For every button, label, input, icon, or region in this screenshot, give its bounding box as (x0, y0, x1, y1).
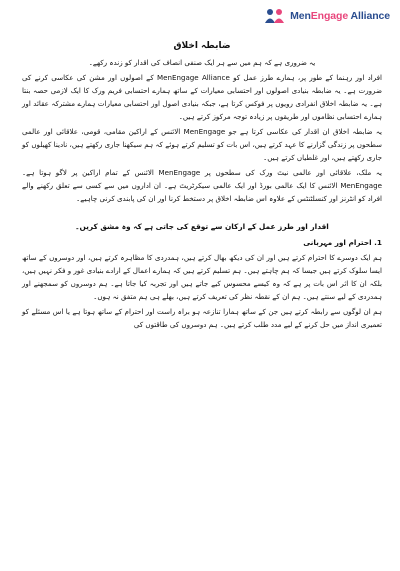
logo-people-icon (264, 8, 286, 24)
paragraph-principles: افراد اور رہنما کے طور پر، ہمارے طرز عمل کو MenEngage Alliance کے اصولوں اور مشن کی عکاسی کرنے کی ضرورت ہے۔ یہ ضابطہ بنیادی اصولوں اور احتسابی معیارات کے ساتھ ہمارے احتسابی فریم ورک کا ایک لازمی حصہ بنتا ہے۔ یہ ضابطہ اخلاق انفرادی رویوں پر فوکس کرتا ہے، جبکہ بنیادی اصول اور احتسابی معیارات ہمارے مشترکہ عقائد اور ہمارے احتسابی نظاموں اور طریقوں پر زیادہ توجہ مرکوز کرتے ہیں۔ (22, 73, 382, 121)
paragraph-values: یہ ضابطہ اخلاق ان اقدار کی عکاسی کرتا ہے جو MenEngage الائنس کے اراکین مقامی، قومی، علاقائی اور عالمی سطحوں پر زندگی گزارنے کا عہد کرتے ہیں، اس بات کو تسلیم کرتے ہوئے کہ ہم سیکھنا جاری رکھتے ہیں، نادینا کھیلوں کو جاری رکھتے ہیں، اور غلطیاں کرتے ہیں۔ (22, 127, 382, 162)
paragraph-scope: یہ ملک، علاقائی اور عالمی نیٹ ورک کی سطحوں پر MenEngage الائنس کے تمام اراکین پر لاگو ہوتا ہے۔ MenEngage الائنس کا ایک عالمی بورڈ اور ایک عالمی سیکرٹریٹ ہے۔ ان اداروں میں سے کسی سے تعلق رکھنے والے افراد کو انٹرنز اور کنسلٹنٹس کے علاوہ اس ضابطہ اخلاق پر دستخط کرنا اور ان کی پابندی کرنی چاہیے۔ (22, 168, 382, 203)
section-heading: اقدار اور طرز عمل کے ارکان سے توقع کی جاتی ہے کہ وہ مشق کریں۔ (75, 222, 329, 231)
menengage-logo (264, 8, 390, 24)
paragraph-conflict: ہم ان لوگوں سے رابطہ کرتے ہیں جن کے ساتھ ہمارا تنازعہ ہو براہ راست اور احترام کے ساتھ ہوتا ہے یا اس مسئلے کو تعمیری انداز میں حل کرنے کے لیے مدد طلب کرتے ہیں۔ ہم دوسروں کی طاقتوں کی (22, 307, 382, 329)
document-body (22, 40, 382, 333)
intro-line: یہ ضروری ہے کہ ہم میں سے ہر ایک صنفی انصاف کی اقدار کو زندہ رکھے۔ (88, 58, 316, 67)
paragraph-respect: ہم ایک دوسرے کا احترام کرتے ہیں اور ان کی دیکھ بھال کرتے ہیں، ہمدردی کا مظاہرہ کرتے ہیں، اور دوسروں کے ساتھ ایسا سلوک کرتے ہیں جیسا کہ ہم چاہتے ہیں۔ ہم تسلیم کرتے ہیں کہ ہمارے اعمال کے ارادے بنیادی غور و فکر نہیں ہیں، بلکہ ان کا اثر اس بات پر ہے کہ وہ کیسے محسوس کیے جاتے ہیں اور تجربہ کیا جاتا ہے۔ ہم دوسروں کو سمجھنے اور ہمدردی کے لیے سنتے ہیں۔ ہم ان کے نقطہ نظر کی تعریف کرتے ہیں، بھلے ہی ہم متفق نہ ہوں۔ (22, 253, 382, 301)
logo-text: MenEngage Alliance (290, 10, 390, 22)
subsection-heading: 1. احترام اور مہربانی (303, 238, 382, 247)
page-title: ضابطہ اخلاق (173, 41, 231, 51)
